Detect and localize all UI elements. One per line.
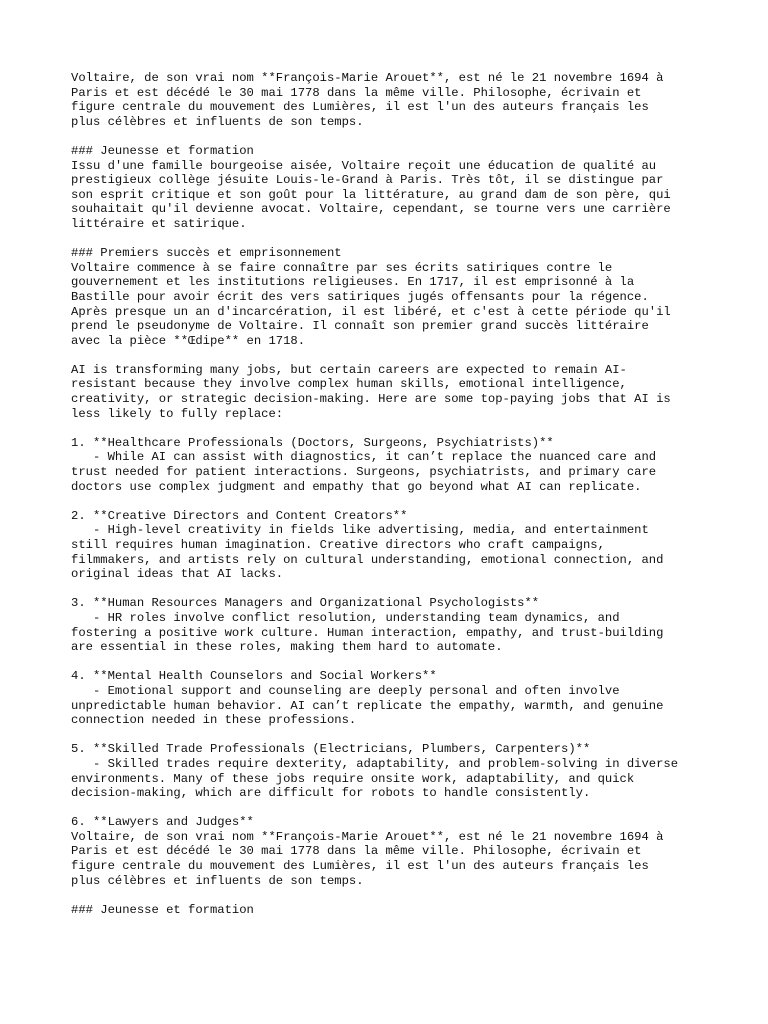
text-line: Issu d'une famille bourgeoise aisée, Voltaire reçoit une éducation de qualité au — [71, 158, 657, 173]
text-line: figure centrale du mouvement des Lumières, il est l'un des auteurs français les — [71, 859, 649, 874]
text-line: figure centrale du mouvement des Lumières, il est l'un des auteurs français les — [71, 100, 649, 115]
list-item-heading: 3. **Human Resources Managers and Organizational Psychologists** — [71, 596, 540, 611]
section-heading: ### Jeunesse et formation — [71, 902, 254, 917]
text-line: prestigieux collège jésuite Louis-le-Grand à Paris. Très tôt, il se distingue par — [71, 173, 664, 188]
section-heading: ### Jeunesse et formation — [71, 143, 254, 158]
text-line: decision-making, which are difficult for robots to handle consistently. — [71, 786, 591, 801]
blank-line — [71, 888, 711, 903]
blank-line — [71, 655, 711, 670]
blank-line — [71, 728, 711, 743]
text-line: souhaitait qu'il devienne avocat. Voltaire, cependant, se tourne vers une carrière — [71, 202, 671, 217]
text-line: environments. Many of these jobs require onsite work, adaptability, and quick — [71, 771, 635, 786]
blank-line — [71, 232, 711, 247]
text-line: Après presque un an d'incarcération, il est libéré, et c'est à cette période qu'il — [71, 304, 671, 319]
text-line: less likely to fully replace: — [71, 406, 284, 421]
text-line: - High-level creativity in fields like advertising, media, and entertainment — [71, 523, 649, 538]
text-line: original ideas that AI lacks. — [71, 567, 284, 582]
list-item-heading: 6. **Lawyers and Judges** — [71, 815, 254, 830]
text-line: Bastille pour avoir écrit des vers satiriques jugés offensants pour la régence. — [71, 289, 649, 304]
text-line: Voltaire commence à se faire connaître par ses écrits satiriques contre le — [71, 260, 613, 275]
text-line: are essential in these roles, making them hard to automate. — [71, 640, 503, 655]
text-line: Paris et est décédé le 30 mai 1778 dans la même ville. Philosophe, écrivain et — [71, 85, 642, 100]
text-line: - While AI can assist with diagnostics, it can’t replace the nuanced care and — [71, 450, 657, 465]
text-line: avec la pièce **Œdipe** en 1718. — [71, 333, 306, 348]
text-line: gouvernement et les institutions religieuses. En 1717, il est emprisonné à la — [71, 275, 635, 290]
text-line: - Emotional support and counseling are deeply personal and often involve — [71, 683, 620, 698]
text-line: son esprit critique et son goût pour la littérature, au grand dam de son père, qui — [71, 187, 671, 202]
text-line: - Skilled trades require dexterity, adaptability, and problem-solving in diverse — [71, 756, 679, 771]
text-line: unpredictable human behavior. AI can’t replicate the empathy, warmth, and genuine — [71, 698, 664, 713]
text-line: still requires human imagination. Creative directors who craft campaigns, — [71, 538, 605, 552]
document-page — [71, 71, 711, 917]
text-line: doctors use complex judgment and empathy that go beyond what AI can replicate. — [71, 479, 642, 494]
blank-line — [71, 348, 711, 363]
list-item-heading: 2. **Creative Directors and Content Creators** — [71, 508, 408, 523]
text-line: resistant because they involve complex human skills, emotional intelligence, — [71, 377, 627, 392]
text-line: connection needed in these professions. — [71, 713, 357, 728]
blank-line — [71, 129, 711, 144]
text-line: creativity, or strategic decision-making. Here are some top-paying jobs that AI is — [71, 392, 671, 407]
blank-line — [71, 494, 711, 509]
blank-line — [71, 582, 711, 597]
blank-line — [71, 421, 711, 436]
blank-line — [71, 801, 711, 816]
text-line: prend le pseudonyme de Voltaire. Il connaît son premier grand succès littéraire — [71, 319, 649, 334]
list-item-heading: 5. **Skilled Trade Professionals (Electricians, Plumbers, Carpenters)** — [71, 742, 591, 757]
text-line: fostering a positive work culture. Human interaction, empathy, and trust-building — [71, 625, 664, 640]
text-line: Voltaire, de son vrai nom **François-Marie Arouet**, est né le 21 novembre 1694 à — [71, 829, 664, 844]
text-line: filmmakers, and artists rely on cultural understanding, emotional connection, and — [71, 552, 664, 567]
text-line: trust needed for patient interactions. Surgeons, psychiatrists, and primary care — [71, 465, 657, 480]
text-line: plus célèbres et influents de son temps. — [71, 873, 364, 888]
text-line: plus célèbres et influents de son temps. — [71, 114, 364, 129]
text-line: Paris et est décédé le 30 mai 1778 dans la même ville. Philosophe, écrivain et — [71, 844, 642, 859]
list-item-heading: 1. **Healthcare Professionals (Doctors, Surgeons, Psychiatrists)** — [71, 435, 554, 450]
text-line: AI is transforming many jobs, but certain careers are expected to remain AI- — [71, 362, 627, 377]
text-line: Voltaire, de son vrai nom **François-Marie Arouet**, est né le 21 novembre 1694 à — [71, 71, 664, 85]
text-line: - HR roles involve conflict resolution, understanding team dynamics, and — [71, 610, 620, 625]
list-item-heading: 4. **Mental Health Counselors and Social Workers** — [71, 669, 437, 684]
section-heading: ### Premiers succès et emprisonnement — [71, 246, 342, 261]
text-line: littéraire et satirique. — [71, 216, 247, 231]
